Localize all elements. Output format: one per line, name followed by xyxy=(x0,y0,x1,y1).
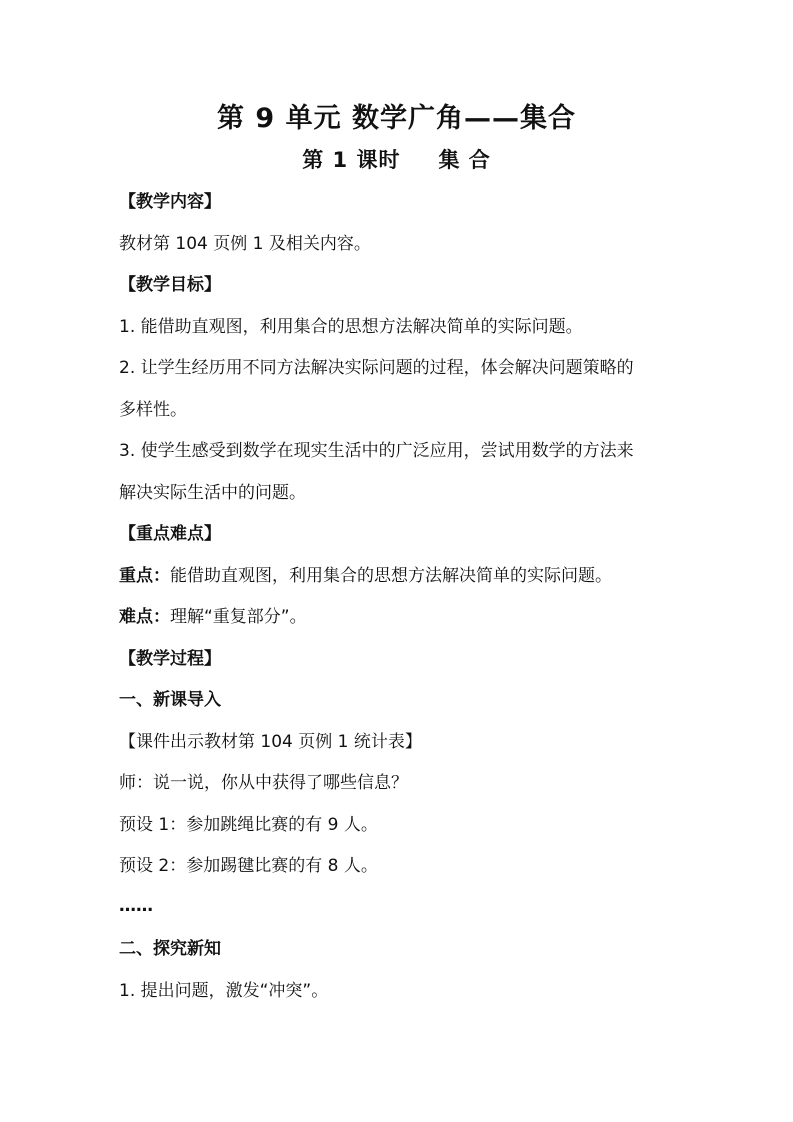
heading-key-points: 【重点难点】 xyxy=(119,524,221,544)
objective-2-line-2: 多样性。 xyxy=(119,400,187,420)
objective-3-line-1: 3. 使学生感受到数学在现实生活中的广泛应用，尝试用数学的方法来 xyxy=(119,441,634,461)
objective-3-line-2: 解决实际生活中的问题。 xyxy=(119,483,306,503)
preset-answer-2: 预设 2：参加踢毽比赛的有 8 人。 xyxy=(119,856,378,876)
section-2-heading: 二、探究新知 xyxy=(119,939,221,959)
courseware-note: 【课件出示教材第 104 页例 1 统计表】 xyxy=(119,732,422,752)
objective-2-line-1: 2. 让学生经历用不同方法解决实际问题的过程，体会解决问题策略的 xyxy=(119,358,634,378)
ellipsis: …… xyxy=(119,896,153,916)
difficult-point xyxy=(119,605,679,629)
heading-teaching-objectives: 【教学目标】 xyxy=(119,275,221,295)
section-1-heading: 一、新课导入 xyxy=(119,690,221,710)
page-subtitle xyxy=(0,144,793,174)
teacher-question: 师：说一说，你从中获得了哪些信息？ xyxy=(119,773,408,793)
heading-teaching-content: 【教学内容】 xyxy=(119,192,221,212)
lesson-number: 第 1 课时 xyxy=(302,148,401,172)
heading-teaching-process: 【教学过程】 xyxy=(119,649,221,669)
key-point-text: 能借助直观图，利用集合的思想方法解决简单的实际问题。 xyxy=(170,566,612,586)
step-1: 1. 提出问题，激发“冲突”。 xyxy=(119,981,329,1001)
page-title: 第 9 单元 数学广角——集合 xyxy=(217,103,576,134)
difficult-point-label: 难点： xyxy=(119,607,170,627)
preset-answer-1: 预设 1：参加跳绳比赛的有 9 人。 xyxy=(119,815,378,835)
lesson-name: 集 合 xyxy=(438,148,491,172)
key-point xyxy=(119,564,679,588)
teaching-content-text: 教材第 104 页例 1 及相关内容。 xyxy=(119,234,371,254)
difficult-point-text: 理解“重复部分”。 xyxy=(170,607,307,627)
key-point-label: 重点： xyxy=(119,566,170,586)
objective-1: 1. 能借助直观图，利用集合的思想方法解决简单的实际问题。 xyxy=(119,317,583,337)
